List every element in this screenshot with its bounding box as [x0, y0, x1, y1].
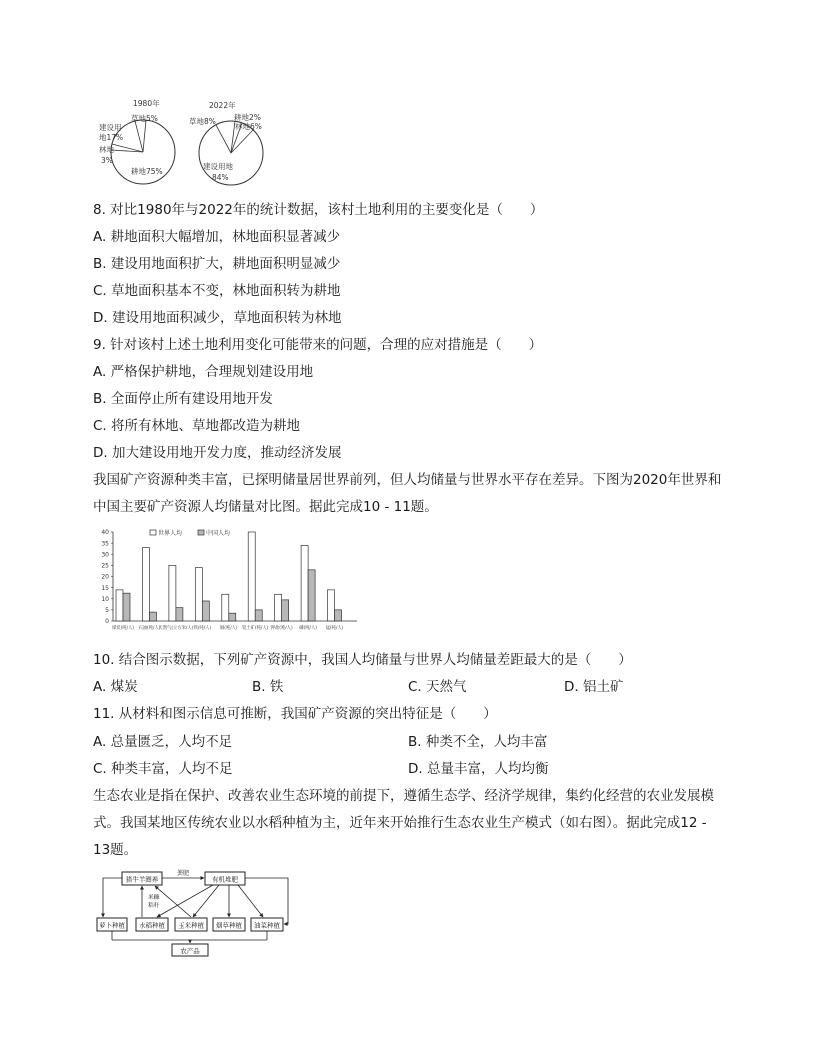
pie-2022-label: 84%: [212, 173, 229, 182]
question-9-option-b[interactable]: B. 全面停止所有建设用地开发: [93, 391, 273, 407]
chart-x-tick-label: 铝土矿(吨/人): [242, 626, 269, 631]
chart-bar: [123, 593, 130, 621]
pie-1980-label: 地17%: [99, 133, 124, 142]
question-9-stem: 9. 针对该村上述土地利用变化可能带来的问题，合理的应对措施是（ ）: [93, 337, 543, 353]
chart-y-tick-label: 10: [101, 595, 109, 603]
chart-bar: [202, 601, 209, 621]
chart-bar: [229, 613, 236, 621]
chart-y-tick-label: 30: [101, 551, 109, 559]
chart-bar: [255, 610, 262, 621]
land-use-pie-figure: [95, 96, 280, 190]
pie-1980-label: 草地5%: [131, 114, 158, 123]
chart-bar: [275, 594, 282, 621]
chart-bar: [222, 594, 229, 621]
chart-bar: [248, 532, 255, 621]
question-11-option-b[interactable]: B. 种类不全，人均丰富: [408, 734, 548, 750]
question-8-option-c[interactable]: C. 草地面积基本不变，林地面积转为耕地: [93, 283, 341, 299]
chart-bar: [116, 590, 123, 621]
question-10-stem: 10. 结合图示数据，下列矿产资源中，我国人均储量与世界人均储量差距最大的是（ ）: [93, 652, 632, 668]
chart-x-tick-label: 磷(吨/人): [299, 626, 317, 631]
question-10-option-c[interactable]: C. 天然气: [408, 679, 467, 695]
chart-bar: [301, 545, 308, 621]
chart-legend-swatch: [198, 530, 204, 535]
question-8-option-b[interactable]: B. 建设用地面积扩大，耕地面积明显减少: [93, 256, 341, 272]
question-8-option-a[interactable]: A. 耕地面积大幅增加，林地面积显著减少: [93, 229, 341, 245]
flow-edge-label: 秸秆: [148, 903, 160, 909]
chart-y-tick-label: 5: [105, 607, 109, 615]
flow-node-label: 水稻种植: [139, 921, 165, 930]
pie-2022-label: 耕地2%: [234, 113, 261, 122]
pie-2022-label: 草地8%: [189, 117, 216, 126]
chart-bar: [308, 570, 315, 621]
flow-node-label: 猪牛羊圈养: [125, 875, 159, 884]
chart-x-tick-label: 煤炭(吨/人): [112, 626, 134, 631]
pie-2022-year: 2022年: [209, 101, 236, 110]
question-10-option-a[interactable]: A. 煤炭: [93, 679, 138, 695]
pie-2022-label: 林地6%: [235, 122, 262, 131]
chart-bar: [335, 610, 342, 621]
chart-y-tick-label: 0: [105, 618, 109, 626]
flow-edge-label: 米糠: [148, 895, 160, 901]
chart-x-tick-label: 铜(吨/人): [219, 626, 238, 631]
pie-1980-label: 耕地75%: [131, 167, 163, 176]
question-11-stem: 11. 从材料和图示信息可推断，我国矿产资源的突出特征是（ ）: [93, 706, 497, 722]
flow-node-label: 油菜种植: [254, 921, 280, 930]
chart-y-tick-label: 15: [101, 584, 109, 592]
question-11-option-a[interactable]: A. 总量匮乏，人均不足: [93, 734, 233, 750]
chart-bar: [282, 600, 289, 621]
chart-x-tick-label: 石油(吨/人): [138, 626, 161, 631]
chart-y-tick-label: 40: [101, 529, 109, 537]
question-11-option-c[interactable]: C. 种类丰富，人均不足: [93, 761, 233, 777]
flow-node-label: 玉米种植: [178, 921, 204, 930]
pie-2022-label: 建设用地: [203, 162, 233, 171]
question-8-stem: 8. 对比1980年与2022年的统计数据，该村土地利用的主要变化是（ ）: [93, 202, 544, 218]
chart-bar: [142, 548, 149, 621]
chart-legend-swatch: [150, 530, 156, 535]
question-9-option-d[interactable]: D. 加大建设用地开发力度，推动经济发展: [93, 445, 342, 461]
pie-1980-label: 3%: [101, 156, 113, 165]
flow-node-label: 烟草种植: [216, 921, 242, 930]
eco-agriculture-passage: 生态农业是指在保护、改善农业生态环境的前提下，遵循生态学、经济学规律，集约化经营的农业发展模式。我国某地区传统农业以水稻种植为主，近年来开始推行生态农业生产模式（如右图）。据此完成12 - 13题。: [93, 788, 714, 858]
flow-node-label: 农产品: [180, 947, 200, 955]
mineral-bar-chart: [95, 527, 360, 639]
question-9-option-c[interactable]: C. 将所有林地、草地都改造为耕地: [93, 418, 301, 434]
chart-bar: [195, 568, 202, 621]
flow-edge-label: 粪肥: [176, 870, 190, 877]
flow-node-label: 萝卜种植: [99, 921, 125, 930]
chart-bar: [149, 612, 156, 621]
chart-x-tick-label: 天然气(立方米/人): [158, 626, 194, 631]
flow-node-label: 有机堆肥: [212, 875, 238, 884]
mineral-passage: 我国矿产资源种类丰富，已探明储量居世界前列，但人均储量与世界水平存在差异。下图为2020年世界和中国主要矿产资源人均储量对比图。据此完成10 - 11题。: [93, 472, 722, 515]
question-10-option-b[interactable]: B. 铁: [252, 679, 284, 695]
chart-y-tick-label: 20: [101, 573, 109, 581]
chart-y-tick-label: 35: [101, 540, 109, 548]
pie-1980-label: 林地: [99, 145, 114, 154]
question-10-option-d[interactable]: D. 铝土矿: [564, 679, 624, 695]
pie-1980-year: 1980年: [133, 99, 160, 108]
chart-x-tick-label: 铁(吨/人): [193, 626, 212, 631]
chart-bar: [176, 608, 183, 621]
question-11-option-d[interactable]: D. 总量丰富，人均均衡: [408, 761, 549, 777]
chart-x-tick-label: 锰(吨/人): [325, 626, 344, 631]
question-8-option-d[interactable]: D. 建设用地面积减少，草地面积转为林地: [93, 310, 342, 326]
eco-agriculture-flow-diagram: [95, 866, 295, 958]
chart-bar: [169, 565, 176, 621]
question-9-option-a[interactable]: A. 严格保护耕地，合理规划建设用地: [93, 364, 314, 380]
pie-1980-label: 建设用: [99, 123, 122, 132]
chart-legend-label: 中国人均: [206, 530, 231, 537]
chart-y-tick-label: 25: [101, 562, 109, 570]
chart-legend-label: 世界人均: [158, 530, 183, 537]
chart-bar: [328, 590, 335, 621]
chart-x-tick-label: 钾盐(吨/人): [270, 626, 293, 631]
